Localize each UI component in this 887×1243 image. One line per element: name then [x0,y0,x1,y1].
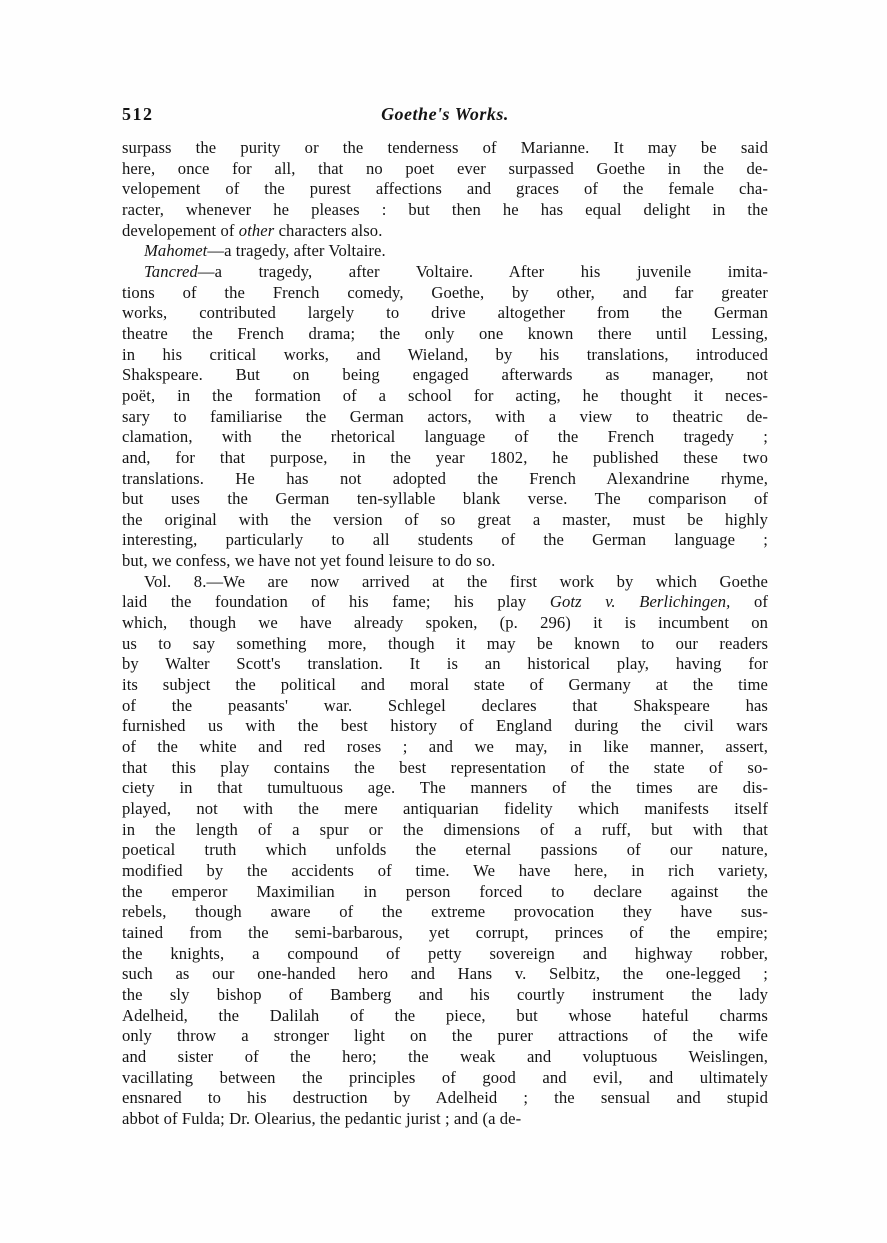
text-segment: —a tragedy, after Voltaire. After his juvenile imita- [197,261,768,281]
text-segment: and, for that purpose, in the year 1802, he published these two [122,447,768,467]
text-line [122,820,768,841]
text-segment: Adelheid, the Dalilah of the piece, but whose hateful charms [122,1005,768,1025]
text-line [122,386,768,407]
text-line [122,221,768,242]
text-segment: rebels, though aware of the extreme provocation they have sus- [122,902,768,922]
text-segment: in the length of a spur or the dimensions of a ruff, but with that [122,819,768,839]
text-line [122,944,768,965]
text-segment: abbot of Fulda; Dr. Olearius, the pedantic jurist ; and (a de- [122,1108,522,1128]
page-number: 512 [122,104,154,124]
text-segment: sary to familiarise the German actors, with a view to theatric de- [122,406,768,426]
text-line [122,365,768,386]
text-segment: interesting, particularly to all students of the German language ; [122,530,768,550]
page-body [122,138,768,1130]
text-segment: racter, whenever he pleases : but then he has equal delight in the [122,199,768,219]
text-segment: developement of [122,220,239,240]
text-line [122,551,768,572]
text-line [122,613,768,634]
text-segment: by Walter Scott's translation. It is an historical play, having for [122,654,768,674]
text-segment: Vol. 8.—We are now arrived at the first work by which Goethe [144,571,768,591]
text-segment: poët, in the formation of a school for acting, he thought it neces- [122,385,768,405]
text-segment: —a tragedy, after Voltaire. [207,241,386,261]
text-segment: poetical truth which unfolds the eternal passions of our nature, [122,840,768,860]
text-line [122,530,768,551]
text-line [122,179,768,200]
text-segment: tions of the French comedy, Goethe, by other, and far greater [122,282,768,302]
text-line [122,758,768,779]
text-segment: played, not with the mere antiquarian fidelity which manifests itself [122,799,768,818]
text-segment: its subject the political and moral state of Germany at the time [122,675,768,695]
text-line [122,964,768,985]
text-line [122,861,768,882]
text-segment: translations. He has not adopted the French Alexandrine rhyme, [122,468,768,488]
text-line [122,138,768,159]
text-line [122,1088,768,1109]
text-line [122,448,768,469]
text-segment: which, though we have already spoken, (p. 296) it is incumbent on [122,613,768,633]
text-line [122,634,768,655]
text-segment: but uses the German ten-syllable blank verse. The comparison of [122,489,768,509]
text-segment: Shakspeare. But on being engaged afterwards as manager, not [122,365,768,385]
text-line [122,1109,768,1130]
text-line [122,262,768,283]
text-line [122,159,768,180]
text-segment: of the white and red roses ; and we may, in like manner, assert, [122,737,768,757]
text-segment: and sister of the hero; the weak and voluptuous Weislingen, [122,1046,768,1066]
text-segment: tained from the semi-barbarous, yet corrupt, princes of the empire; [122,922,768,942]
text-line [122,675,768,696]
text-segment: clamation, with the rhetorical language of the French tragedy ; [122,427,768,447]
text-segment: the original with the version of so great a master, must be highly [122,509,768,529]
text-segment: ciety in that tumultuous age. The manners of the times are dis- [122,778,768,798]
text-line [122,1006,768,1027]
text-line [122,572,768,593]
text-segment: us to say something more, though it may be known to our readers [122,633,768,653]
text-segment: vacillating between the principles of good and evil, and ultimately [122,1067,768,1087]
text-segment: laid the foundation of his fame; his play [122,592,550,612]
text-segment: in his critical works, and Wieland, by his translations, introduced [122,344,768,364]
text-line [122,592,768,613]
text-line [122,510,768,531]
text-segment: here, once for all, that no poet ever surpassed Goethe in the de- [122,158,768,178]
text-segment: ensnared to his destruction by Adelheid ; the sensual and stupid [122,1088,768,1108]
italic-text: Mahomet [144,241,208,261]
text-line [122,778,768,799]
text-line [122,469,768,490]
text-line [122,902,768,923]
text-line [122,1068,768,1089]
text-line [122,345,768,366]
text-line [122,654,768,675]
text-line [122,283,768,304]
italic-text: other [238,220,275,240]
text-line [122,985,768,1006]
text-segment: of the peasants' war. Schlegel declares that Shakspeare has [122,695,768,715]
text-segment: only throw a stronger light on the purer attractions of the wife [122,1026,768,1046]
italic-text: Gotz v. Berlichingen, [549,592,731,612]
text-line [122,489,768,510]
text-segment: that this play contains the best representation of the state of so- [122,757,768,777]
text-line [122,840,768,861]
text-segment: modified by the accidents of time. We have here, in rich variety, [122,860,768,880]
text-line [122,427,768,448]
text-line [122,200,768,221]
text-segment: works, contributed largely to drive altogether from the German [122,303,768,323]
text-line [122,737,768,758]
text-line [122,1047,768,1068]
text-segment: but, we confess, we have not yet found leisure to do so. [122,551,496,571]
text-line [122,799,768,820]
text-segment: the emperor Maximilian in person forced to declare against the [122,881,768,901]
text-line [122,407,768,428]
text-segment: surpass the purity or the tenderness of Marianne. It may be said [122,138,768,157]
text-line [122,324,768,345]
text-segment: such as our one-handed hero and Hans v. Selbitz, the one-legged ; [122,964,768,984]
text-segment: the knights, a compound of petty sovereign and highway robber, [122,943,768,963]
text-line [122,303,768,324]
text-line [122,716,768,737]
italic-text: Tancred [144,261,198,281]
text-segment: characters also. [274,220,383,240]
text-line [122,696,768,717]
text-line [122,882,768,903]
text-line [122,1026,768,1047]
text-line [122,923,768,944]
text-segment: furnished us with the best history of England during the civil wars [122,716,768,736]
running-title: Goethe's Works. [381,104,509,124]
text-line [122,241,768,262]
text-segment: the sly bishop of Bamberg and his courtly instrument the lady [122,984,768,1004]
text-segment: theatre the French drama; the only one known there until Lessing, [122,323,768,343]
page-header [122,104,768,128]
text-segment: of [730,592,768,612]
text-segment: velopement of the purest affections and graces of the female cha- [122,179,768,199]
